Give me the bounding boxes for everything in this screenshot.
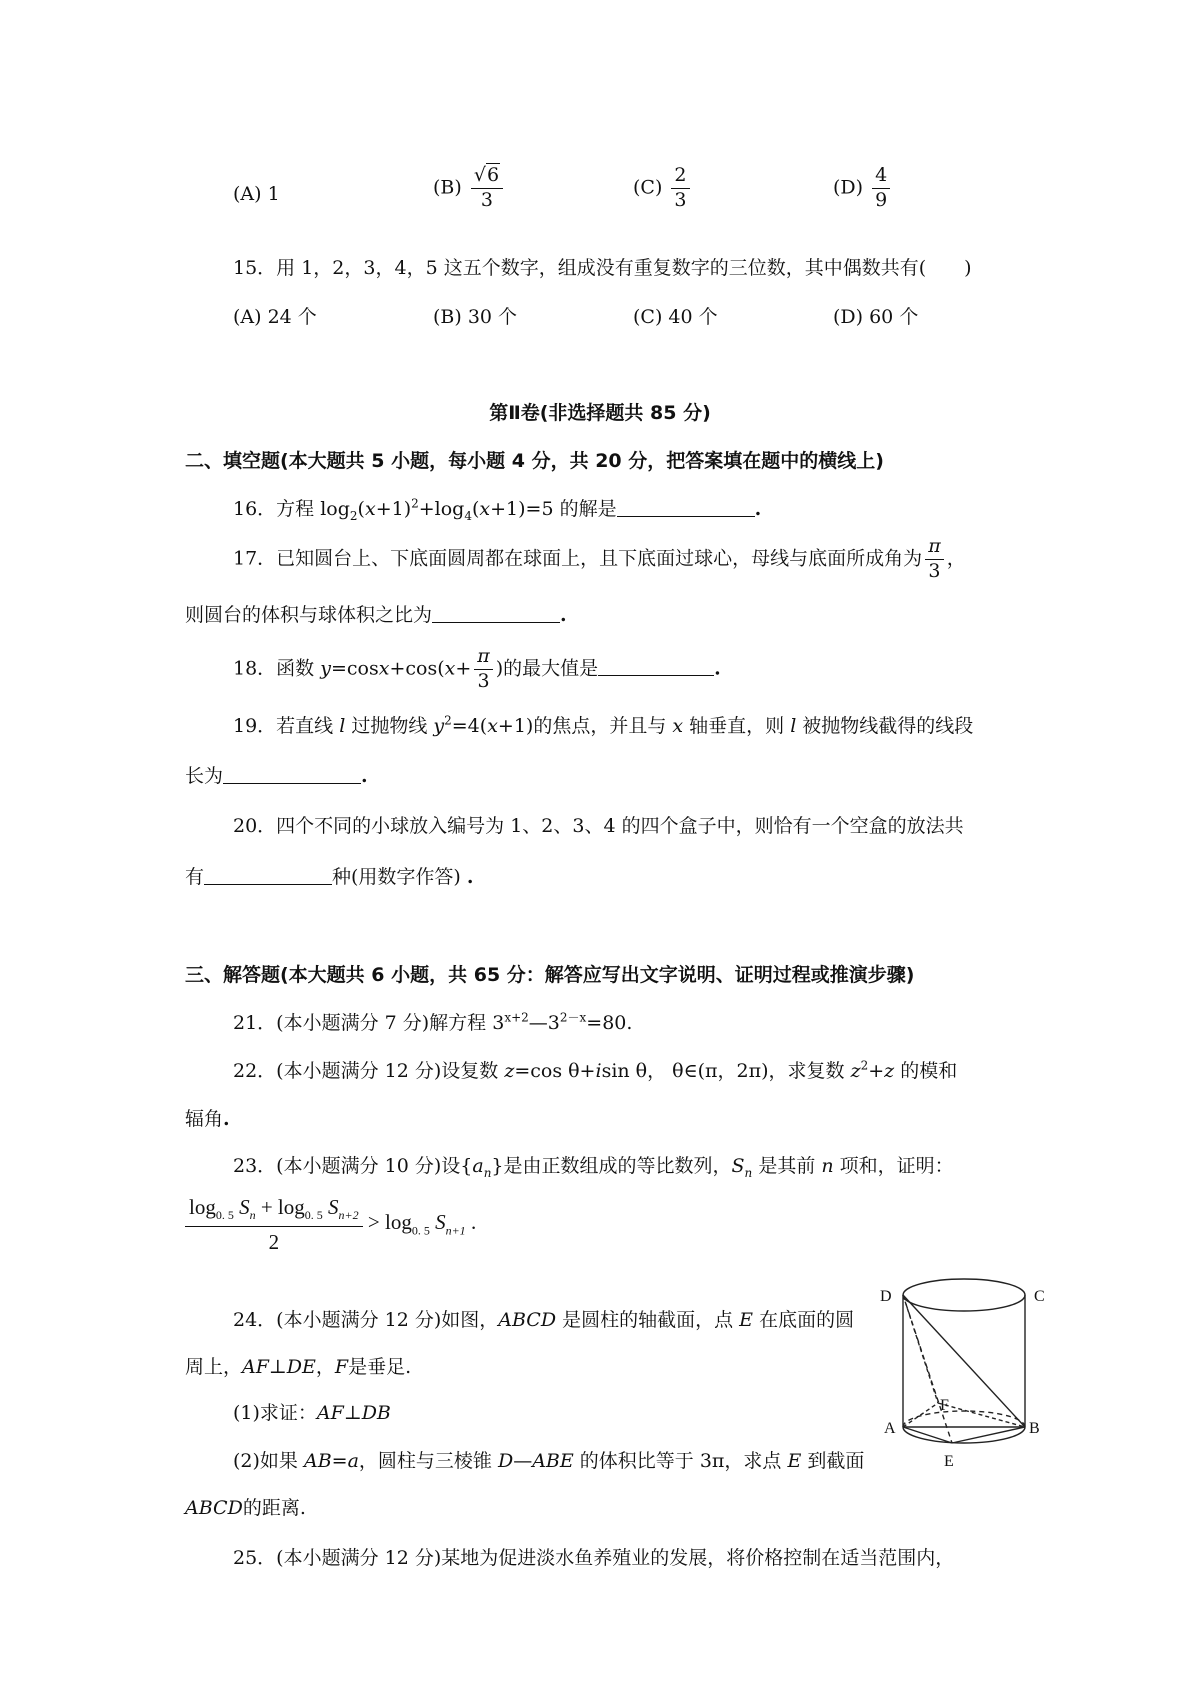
q15-option-a: (A) 24 个 <box>233 306 317 328</box>
q20-question-line2: 有 种(用数字作答) . <box>185 866 474 888</box>
q22-question-line2: 辐角. <box>185 1108 230 1130</box>
fraction-4-over-9: $\frac{4}{9}$ <box>872 166 890 211</box>
label-a: A <box>884 1420 896 1437</box>
q22-question-line1: 22．(本小题满分 12 分)设复数 z=cos θ+isin θ， θ∈(π，2π)，求复数 $z^2+z$ 的模和 <box>233 1058 958 1082</box>
label-e: E <box>944 1453 954 1470</box>
q19-question-line1: 19．若直线 l 过抛物线 $y^2=4(x+1)$的焦点，并且与 x 轴垂直，则 l 被抛物线截得的线段 <box>233 713 974 737</box>
part2-heading: 二、填空题(本大题共 5 小题，每小题 4 分，共 20 分，把答案填在题中的横线上) <box>185 450 884 472</box>
q14-option-c: (C) $\frac{2}{3}$ <box>633 166 693 211</box>
q15-option-d: (D) 60 个 <box>833 306 919 328</box>
fraction-sqrt6-over-3: $\frac{√6}{3}$ <box>471 166 503 211</box>
q24-question-line2: 周上，AF⊥DE，F是垂足. <box>185 1356 412 1378</box>
answer-blank <box>598 657 714 676</box>
q23-formula: $\frac{\log_{0. 5} S_n + \log_{0. 5} S_{n+2}}{2}$ > $\log_{0. 5} S_{n+1}$ . <box>185 1196 476 1253</box>
q17-question-line2: 则圆台的体积与球体积之比为 . <box>185 604 567 626</box>
cylinder-figure <box>878 1265 1058 1480</box>
label-c: C <box>1034 1288 1045 1305</box>
top-ellipse <box>903 1279 1025 1311</box>
q23-question: 23．(本小题满分 10 分)设$\{a_n\}$是由正数组成的等比数列，$S_n$ 是其前 n 项和，证明： <box>233 1155 954 1180</box>
diagonal-db <box>903 1295 1025 1427</box>
q24-part2-line2: ABCD的距离. <box>185 1497 306 1519</box>
segment-d-to-f <box>903 1295 938 1403</box>
segment-af <box>903 1403 938 1427</box>
q24-part2-line1: (2)如果 AB=a，圆柱与三棱锥 D—ABE 的体积比等于 3π，求点 E 到截面 <box>233 1450 865 1472</box>
q24-question-line1: 24．(本小题满分 12 分)如图，ABCD 是圆柱的轴截面，点 E 在底面的圆 <box>233 1309 855 1331</box>
q21-question: 21．(本小题满分 7 分)解方程 $3^{x+2}—3^{2-x}=80$. <box>233 1010 633 1034</box>
fraction-pi-over-3: $\frac{\pi}{3}$ <box>925 537 944 582</box>
answer-blank <box>432 604 560 623</box>
q17-question-line1: 17．已知圆台上、下底面圆周都在球面上，且下底面过球心，母线与底面所成角为 $\frac{\pi}{3}$ ， <box>233 535 966 582</box>
segment-be <box>952 1427 1025 1443</box>
formula-fraction: $\frac{\log_{0. 5} S_n + \log_{0. 5} S_{n+2}}{2}$ <box>185 1196 363 1253</box>
q14-option-b: (B) $\frac{√6}{3}$ <box>433 166 506 211</box>
answer-blank <box>204 866 332 885</box>
q14-option-d: (D) $\frac{4}{9}$ <box>833 166 893 211</box>
label-d: D <box>880 1288 892 1305</box>
q14-option-a: (A) 1 <box>233 183 280 205</box>
q24-part1: (1)求证：AF⊥DB <box>233 1402 391 1424</box>
answer-blank <box>617 498 755 517</box>
label-b: B <box>1029 1420 1040 1437</box>
q15-option-b: (B) 30 个 <box>433 306 518 328</box>
answer-blank <box>223 765 361 784</box>
q18-question: 18．函数 y=cosx+cos(x+ $\frac{\pi}{3}$ )的最大值是 . <box>233 645 721 692</box>
q20-question-line1: 20．四个不同的小球放入编号为 1、2、3、4 的四个盒子中，则恰有一个空盒的放法共 <box>233 815 964 837</box>
q15-option-c: (C) 40 个 <box>633 306 718 328</box>
segment-fb <box>938 1403 1025 1427</box>
part3-heading: 三、解答题(本大题共 6 小题，共 65 分：解答应写出文字说明、证明过程或推演步骤) <box>185 964 915 986</box>
q16-question: 16．方程 $\log_2(x+1)^2+\log_4(x+1)=5$ 的解是 . <box>233 496 762 523</box>
fraction-pi-over-3: $\frac{\pi}{3}$ <box>474 647 493 692</box>
q15-question: 15．用 1，2，3，4，5 这五个数字，组成没有重复数字的三位数，其中偶数共有( ) <box>233 257 972 279</box>
fraction-2-over-3: $\frac{2}{3}$ <box>671 166 689 211</box>
section-title: 第Ⅱ卷(非选择题共 85 分) <box>489 402 711 424</box>
label-f: F <box>940 1397 949 1414</box>
q25-question: 25．(本小题满分 12 分)某地为促进淡水鱼养殖业的发展，将价格控制在适当范围内， <box>233 1547 955 1569</box>
q19-question-line2: 长为 . <box>185 765 368 787</box>
bottom-ellipse-back <box>903 1411 1025 1427</box>
